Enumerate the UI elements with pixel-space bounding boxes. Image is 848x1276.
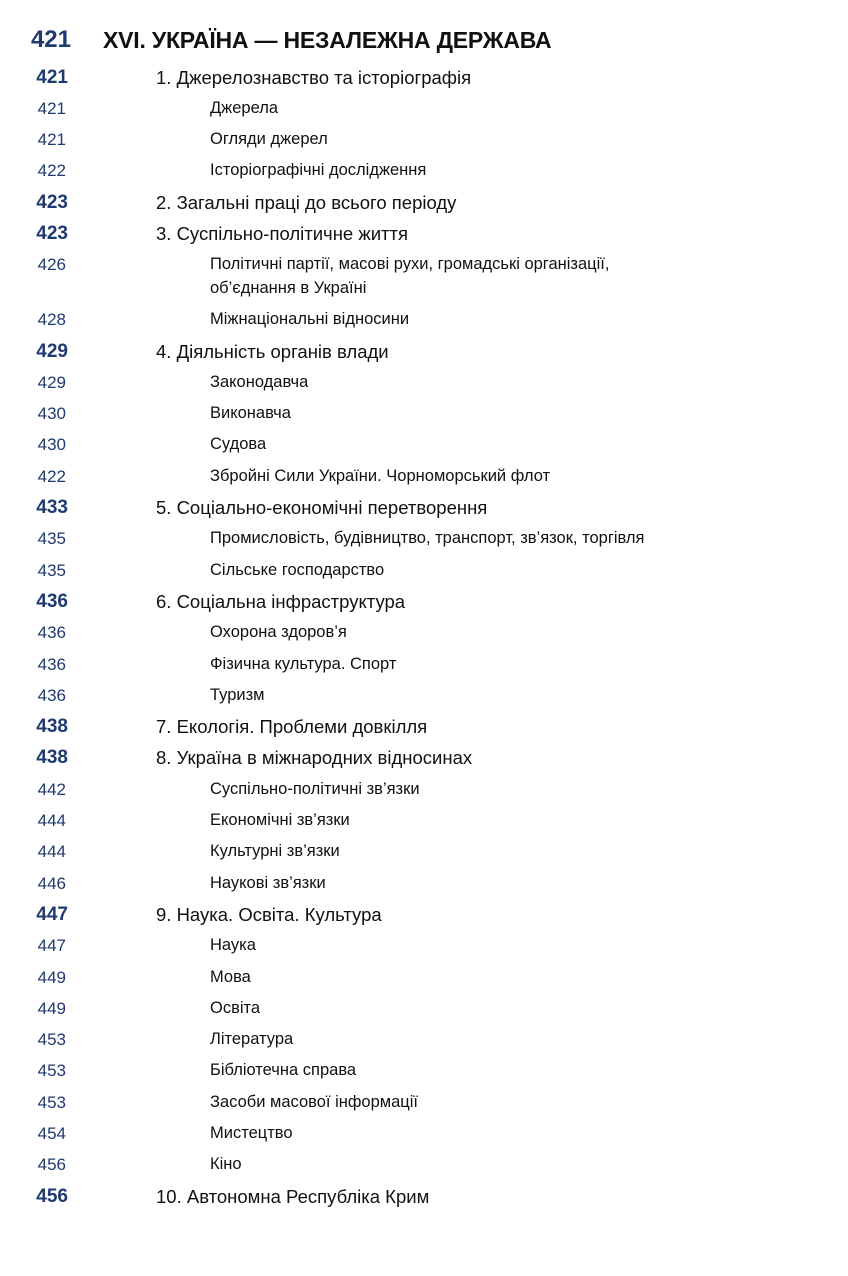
toc-subsection-entry[interactable]: [0, 868, 848, 899]
entry-title: Туризм: [210, 685, 265, 704]
entry-title: 7. Екологія. Проблеми довкілля: [156, 716, 428, 738]
page-number: 456: [37, 1155, 66, 1175]
page-number: 438: [36, 716, 68, 738]
entry-title: Політичні партії, масові рухи, громадські організації, об’єднання в Україні: [210, 255, 610, 297]
entry-title: 10. Автономна Республіка Крим: [156, 1185, 430, 1207]
toc-section-entry[interactable]: [0, 742, 848, 773]
toc-subsection-entry[interactable]: [0, 461, 848, 492]
page-number: 453: [37, 1092, 66, 1112]
chapter-page-number: 421: [30, 26, 71, 53]
toc-section-entry[interactable]: [0, 586, 848, 617]
entry-title: Історіографічні дослідження: [210, 161, 427, 180]
toc-subsection-entry[interactable]: [0, 1055, 848, 1086]
toc-subsection-entry[interactable]: [0, 1087, 848, 1118]
toc-subsection-entry[interactable]: [0, 555, 848, 586]
toc-subsection-entry[interactable]: [0, 774, 848, 805]
page-number: 447: [37, 936, 66, 956]
entry-title: 9. Наука. Освіта. Культура: [156, 903, 382, 925]
entry-title: Промисловість, будівництво, транспорт, зв’язок, торгівля: [210, 529, 645, 548]
page-number: 442: [37, 779, 66, 799]
entry-title: Міжнаціональні відносини: [210, 310, 410, 329]
entry-title: Суспільно-політичні зв’язки: [210, 779, 420, 798]
page-number: 421: [37, 130, 66, 150]
page-number: 435: [37, 560, 66, 580]
entry-title: 3. Суспільно-політичне життя: [156, 222, 409, 244]
page-number: 436: [36, 590, 68, 612]
toc-subsection-entry[interactable]: [0, 649, 848, 680]
entry-title: Мова: [210, 967, 251, 986]
toc-subsection-entry[interactable]: [0, 1149, 848, 1180]
page-number: 436: [37, 685, 66, 705]
entry-title: 1. Джерелознавство та історіографія: [156, 66, 472, 88]
page-number: 433: [36, 497, 68, 519]
page-number: 436: [37, 654, 66, 674]
page-number: 447: [36, 903, 68, 925]
page-number: 435: [37, 529, 66, 549]
toc-subsection-entry[interactable]: [0, 805, 848, 836]
entry-title: Бібліотечна справа: [210, 1061, 357, 1080]
entry-title: Наука: [210, 936, 256, 955]
entry-title: 8. Україна в міжнародних відносинах: [156, 747, 473, 769]
entry-title: Збройні Сили України. Чорноморський флот: [210, 466, 551, 485]
toc-subsection-entry[interactable]: [0, 1118, 848, 1149]
entry-title: 6. Соціальна інфраструктура: [156, 590, 406, 612]
toc-subsection-entry[interactable]: [0, 1024, 848, 1055]
page-number: 421: [37, 98, 66, 118]
page-number: 429: [36, 340, 68, 362]
toc-section-entry[interactable]: [0, 187, 848, 218]
page-number: 456: [36, 1185, 68, 1207]
page-number: 422: [37, 161, 66, 181]
entry-title: Література: [210, 1030, 294, 1049]
entry-title: Джерела: [210, 98, 278, 117]
chapter-heading: [0, 24, 551, 56]
page-number: 453: [37, 1030, 66, 1050]
entry-title: 5. Соціально-економічні перетворення: [156, 497, 488, 519]
toc-subsection-entry[interactable]: [0, 155, 848, 186]
toc-section-entry[interactable]: [0, 218, 848, 249]
page-number: 446: [37, 873, 66, 893]
page-number: 423: [36, 191, 68, 213]
entry-title: Економічні зв’язки: [210, 811, 350, 830]
entry-title: Сільське господарство: [210, 560, 385, 579]
toc-subsection-entry[interactable]: [0, 993, 848, 1024]
toc-subsection-entry[interactable]: [0, 523, 848, 554]
toc-section-entry[interactable]: [0, 62, 848, 93]
toc-subsection-entry[interactable]: [0, 398, 848, 429]
page-number: 422: [37, 466, 66, 486]
toc-section-entry[interactable]: [0, 899, 848, 930]
toc-subsection-entry[interactable]: [0, 836, 848, 867]
toc-subsection-entry[interactable]: [0, 680, 848, 711]
page-number: 444: [37, 842, 66, 862]
page-number: 430: [37, 435, 66, 455]
page-number: 429: [37, 372, 66, 392]
toc-section-entry[interactable]: [0, 492, 848, 523]
entry-title: Законодавча: [210, 372, 309, 391]
entry-title: Фізична культура. Спорт: [210, 654, 397, 673]
toc-subsection-entry[interactable]: [0, 962, 848, 993]
toc-list: [0, 62, 848, 1212]
page-number: 449: [37, 998, 66, 1018]
entry-title: Мистецтво: [210, 1124, 293, 1142]
chapter-title: XVI. УКРАЇНА — НЕЗАЛЕЖНА ДЕРЖАВА: [103, 26, 552, 53]
entry-title: 4. Діяльність органів влади: [156, 340, 389, 362]
page-number: 438: [36, 747, 68, 769]
page-number: 454: [37, 1124, 66, 1143]
entry-title: Огляди джерел: [210, 130, 328, 149]
toc-subsection-entry[interactable]: [0, 249, 848, 304]
page-number: 428: [37, 310, 66, 330]
page-number: 423: [36, 222, 68, 244]
toc-subsection-entry[interactable]: [0, 124, 848, 155]
toc-subsection-entry[interactable]: [0, 93, 848, 124]
toc-section-entry[interactable]: [0, 1181, 848, 1212]
page-number: 430: [37, 404, 66, 424]
entry-title: 2. Загальні праці до всього періоду: [156, 191, 457, 213]
toc-section-entry[interactable]: [0, 336, 848, 367]
page-number: 444: [37, 811, 66, 831]
page-number: 449: [37, 967, 66, 987]
toc-subsection-entry[interactable]: [0, 304, 848, 335]
toc-subsection-entry[interactable]: [0, 429, 848, 460]
toc-subsection-entry[interactable]: [0, 930, 848, 961]
entry-title: Охорона здоров’я: [210, 623, 347, 642]
toc-subsection-entry[interactable]: [0, 617, 848, 648]
entry-title: Освіта: [210, 998, 261, 1017]
page-number: 426: [37, 255, 66, 275]
entry-title: Виконавча: [210, 404, 291, 423]
entry-title: Наукові зв’язки: [210, 873, 326, 892]
toc-section-entry[interactable]: [0, 711, 848, 742]
toc-subsection-entry[interactable]: [0, 367, 848, 398]
page-number: 421: [36, 66, 68, 88]
page-number: 436: [37, 623, 66, 643]
entry-title: Культурні зв’язки: [210, 842, 340, 861]
entry-title: Кіно: [210, 1155, 242, 1174]
entry-title: Засоби масової інформації: [210, 1092, 418, 1111]
entry-title: Судова: [210, 435, 267, 454]
page-number: 453: [37, 1061, 66, 1081]
